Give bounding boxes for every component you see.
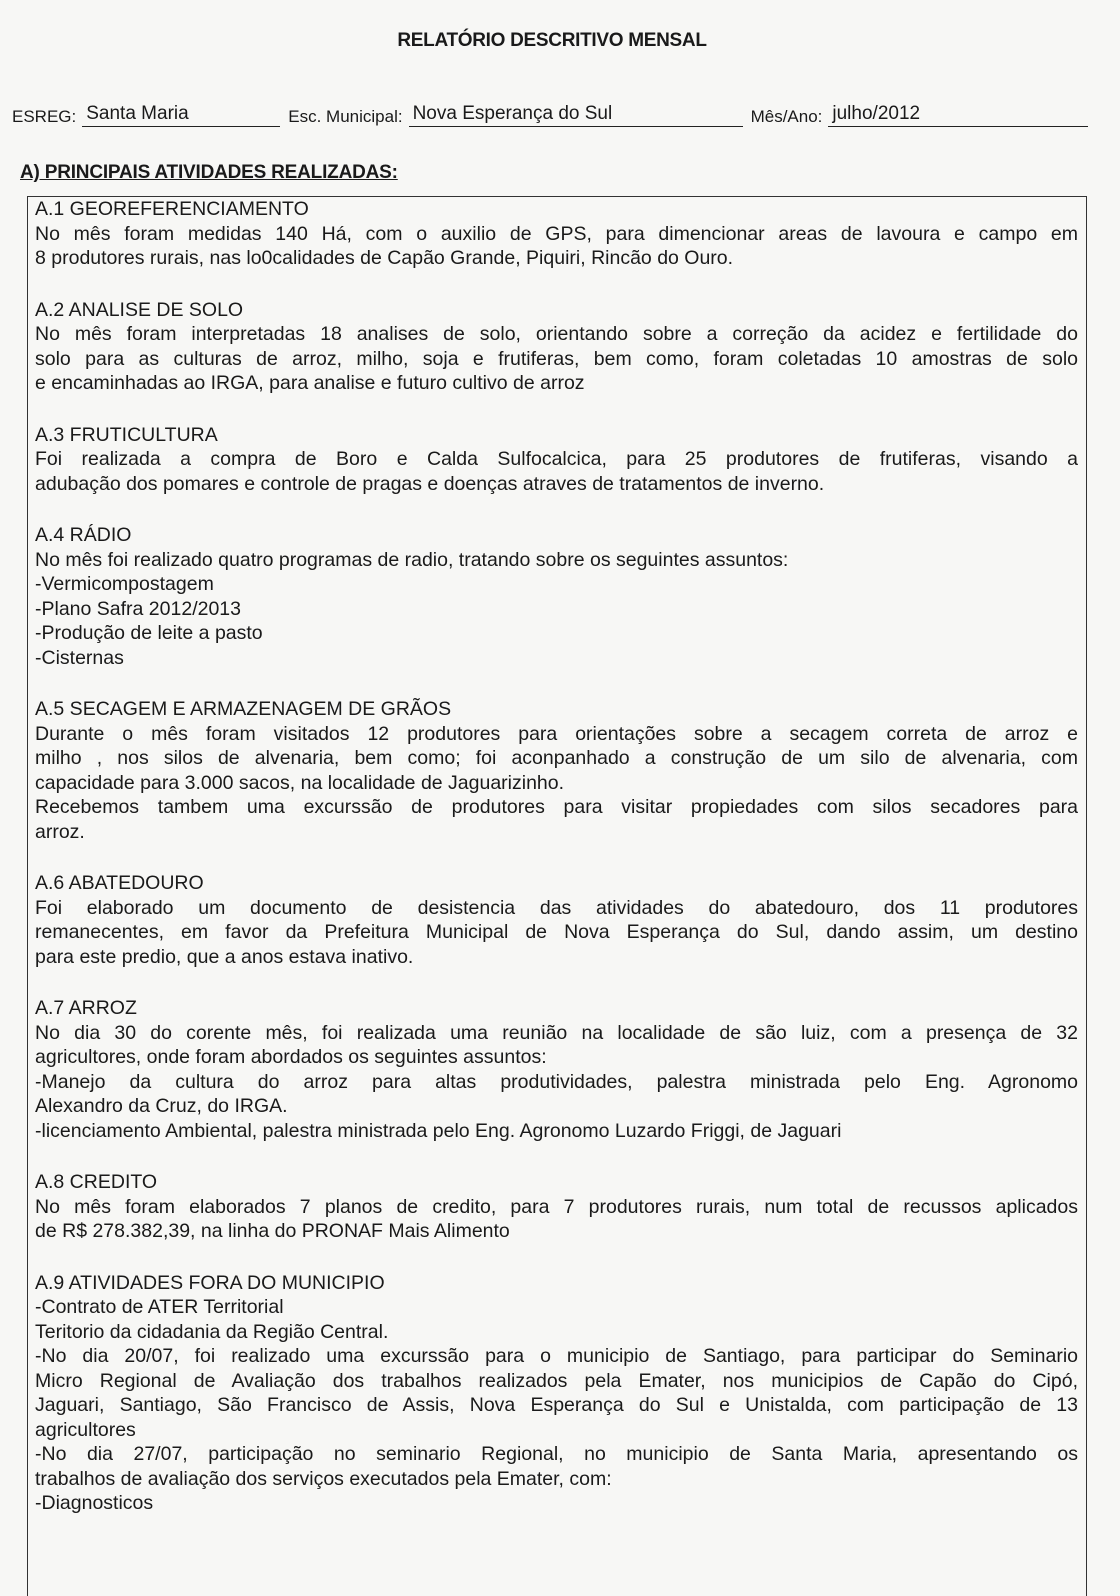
activity-text-line: No mês foram medidas 140 Há, com o auxilio de GPS, para dimencionar areas de lavoura e campo em (35, 222, 1078, 245)
activity-heading: A.1 GEOREFERENCIAMENTO (35, 198, 309, 220)
activity-text-line: e encaminhadas ao IRGA, para analise e futuro cultivo de arroz (35, 372, 585, 394)
activity-text-line: No dia 30 do corente mês, foi realizada uma reunião na localidade de são luiz, com a presença de 32 (35, 1021, 1078, 1044)
activity-text-line: Foi elaborado um documento de desistencia das atividades do abatedouro, dos 11 produtores (35, 896, 1078, 919)
activity-text-line: -Vermicompostagem (35, 573, 214, 595)
activity-text-line: adubação dos pomares e controle de pragas e doenças atraves de tratamentos de inverno. (35, 472, 825, 495)
activity-heading: A.8 CREDITO (35, 1171, 158, 1193)
document-title: RELATÓRIO DESCRITIVO MENSAL (397, 30, 707, 51)
activity-text-line: 8 produtores rurais, nas lo0calidades de Capão Grande, Piquiri, Rincão do Ouro. (35, 247, 734, 269)
activity-text-line: arroz. (35, 820, 85, 843)
activity-heading: A.5 SECAGEM E ARMAZENAGEM DE GRÃOS (35, 698, 452, 720)
activity-heading: A.2 ANALISE DE SOLO (35, 298, 244, 321)
activity-text-line: Teritorio da cidadania da Região Central. (35, 1320, 389, 1343)
activity-text-line: -Cisternas (35, 646, 124, 669)
activity-section (35, 871, 1078, 969)
activity-text-line: No mês foram interpretadas 18 analises de solo, orientando sobre a correção da acidez e fertilidade do (35, 323, 1078, 345)
section-a-heading: A) PRINCIPAIS ATIVIDADES REALIZADAS: (20, 162, 398, 183)
activity-text-line: -Contrato de ATER Territorial (35, 1296, 284, 1318)
activity-text-line: Jaguari, Santiago, São Francisco de Assis, Nova Esperança do Sul e Unistalda, com participação de 13 (35, 1394, 1078, 1416)
activity-heading: A.7 ARROZ (35, 997, 137, 1019)
esreg-label: ESREG: (12, 107, 77, 126)
activity-text-line: remanecentes, em favor da Prefeitura Municipal de Nova Esperança do Sul, dando assim, um destino (35, 921, 1078, 943)
activity-text-line: -Produção de leite a pasto (35, 622, 263, 644)
activity-text-line: de R$ 278.382,39, na linha do PRONAF Mais Alimento (35, 1220, 510, 1242)
mes-ano-label: Mês/Ano: (750, 107, 823, 126)
activity-section (35, 697, 1078, 844)
activity-text-line: trabalhos de avaliação dos serviços executados pela Emater, com: (35, 1467, 612, 1490)
activity-heading: A.3 FRUTICULTURA (35, 423, 218, 446)
activity-section (35, 197, 1078, 271)
activity-text-line: milho , nos silos de alvenaria, bem como; foi aconpanhado a construção de um silo de alvenaria, com (35, 747, 1078, 769)
activity-text-line: agricultores (35, 1418, 136, 1441)
activity-text-line: Foi realizada a compra de Boro e Calda Sulfocalcica, para 25 produtores de frutiferas, visando a (35, 448, 1078, 470)
esc-municipal-label: Esc. Municipal: (288, 107, 403, 126)
esc-municipal-field: Nova Esperança do Sul (409, 103, 743, 127)
activity-section (35, 423, 1078, 497)
activity-text-line: -Plano Safra 2012/2013 (35, 597, 241, 620)
activity-section (35, 298, 1078, 396)
activity-text-line: -No dia 20/07, foi realizado uma excurssão para o municipio de Santiago, para participar do Seminario (35, 1345, 1078, 1367)
activity-text-line: No mês foi realizado quatro programas de radio, tratando sobre os seguintes assuntos: (35, 548, 789, 571)
activity-text-line: No mês foram elaborados 7 planos de credito, para 7 produtores rurais, num total de recussos aplicados (35, 1195, 1078, 1218)
header-fields (12, 103, 1088, 127)
activity-text-line: capacidade para 3.000 sacos, na localidade de Jaguarizinho. (35, 771, 565, 794)
activity-heading: A.6 ABATEDOURO (35, 872, 204, 894)
activity-text-line: agricultores, onde foram abordados os seguintes assuntos: (35, 1046, 547, 1068)
esreg-field: Santa Maria (82, 103, 280, 127)
activity-text-line: -licenciamento Ambiental, palestra ministrada pelo Eng. Agronomo Luzardo Friggi, de Jaguari (35, 1119, 842, 1142)
activity-text-line: para este predio, que a anos estava inativo. (35, 945, 414, 968)
activity-section (35, 996, 1078, 1143)
activity-text-line: Alexandro da Cruz, do IRGA. (35, 1095, 288, 1117)
activity-heading: A.4 RÁDIO (35, 524, 132, 546)
activity-text-line: -No dia 27/07, participação no seminario Regional, no municipio de Santa Maria, apresentando os (35, 1443, 1078, 1465)
activity-text-line: Durante o mês foram visitados 12 produtores para orientações sobre a secagem correta de arroz e (35, 722, 1078, 745)
activity-heading: A.9 ATIVIDADES FORA DO MUNICIPIO (35, 1271, 385, 1294)
activity-section (35, 1271, 1078, 1516)
activity-text-line: Recebemos tambem uma excurssão de produtores para visitar propiedades com silos secadores para (35, 796, 1078, 818)
activity-text-line: solo para as culturas de arroz, milho, soja e frutiferas, bem como, foram coletadas 10 amostras de solo (35, 347, 1078, 370)
activity-section (35, 1170, 1078, 1244)
activity-text-line: -Manejo da cultura do arroz para altas produtividades, palestra ministrada pelo Eng. Agronomo (35, 1070, 1078, 1093)
activity-section (35, 523, 1078, 670)
activities-content (35, 197, 1078, 1543)
activity-text-line: -Diagnosticos (35, 1492, 154, 1514)
activity-text-line: Micro Regional de Avaliação dos trabalhos realizados pela Emater, nos municipios de Capão do Cipó, (35, 1369, 1078, 1392)
mes-ano-field: julho/2012 (828, 103, 1088, 127)
